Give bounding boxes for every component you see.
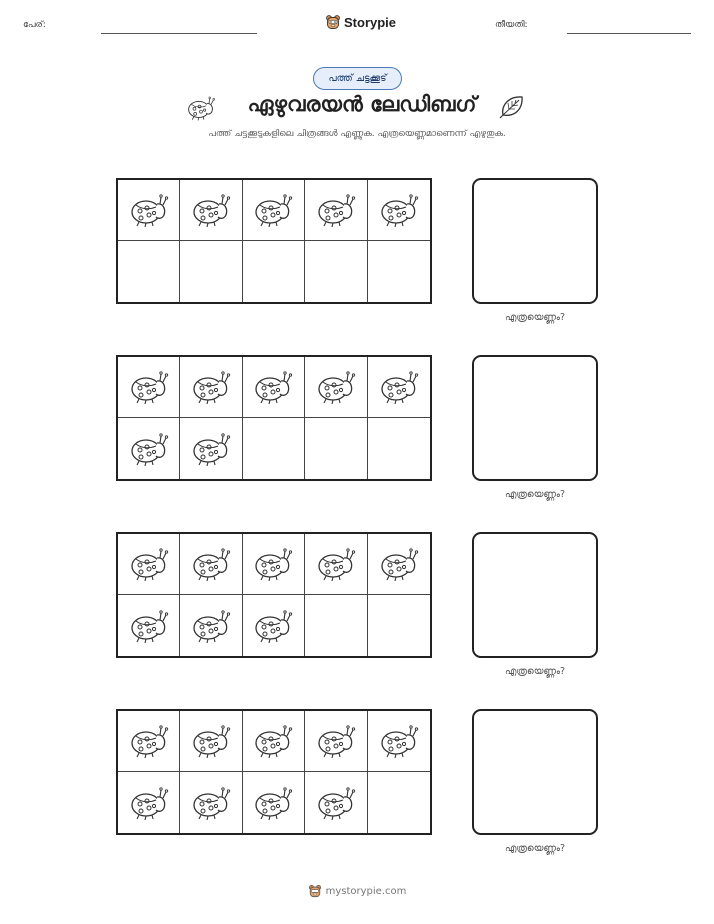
ten-frame-cell: [368, 418, 430, 479]
ten-frame-cell: [243, 418, 305, 479]
ten-frame-row-4: [0, 709, 714, 859]
answer-label: എത്രയെണ്ണം?: [504, 666, 566, 677]
title-row: [0, 92, 714, 122]
footer-url: mystorypie.com: [325, 885, 407, 897]
leaf-icon: [497, 93, 527, 121]
bear-logo-icon: [325, 14, 341, 30]
ladybug-icon: [185, 94, 217, 122]
ladybug-icon: [189, 784, 233, 822]
answer-box[interactable]: [472, 178, 598, 304]
ten-frame: [116, 355, 432, 481]
ladybug-icon: [377, 545, 421, 583]
ten-frame-cell: [305, 180, 367, 241]
ten-frame-cell: [243, 534, 305, 595]
ten-frame-cell: [243, 711, 305, 772]
ten-frame-cell: [180, 595, 242, 656]
ten-frame-cell: [180, 418, 242, 479]
ten-frame-cell: [368, 711, 430, 772]
ten-frame-cell: [180, 711, 242, 772]
footer: [0, 884, 714, 898]
answer-box[interactable]: [472, 709, 598, 835]
date-write-line: [567, 33, 691, 34]
ladybug-icon: [251, 607, 295, 645]
ladybug-icon: [127, 191, 171, 229]
ladybug-icon: [127, 607, 171, 645]
page-title: ഏഴുവരയൻ ലേഡിബഗ്: [247, 92, 477, 116]
ladybug-icon: [251, 722, 295, 760]
ten-frame-cell: [368, 357, 430, 418]
ten-frame-cell: [118, 595, 180, 656]
ten-frame-cell: [243, 595, 305, 656]
ladybug-icon: [189, 545, 233, 583]
ten-frame-cell: [243, 357, 305, 418]
ten-frame-cell: [305, 418, 367, 479]
ten-frame-cell: [368, 772, 430, 833]
ten-frame-cell: [305, 595, 367, 656]
ten-frame-cell: [305, 534, 367, 595]
ten-frame: [116, 178, 432, 304]
ladybug-icon: [377, 368, 421, 406]
ten-frame-row-2: [0, 355, 714, 505]
ten-frame-cell: [243, 241, 305, 302]
ladybug-icon: [314, 545, 358, 583]
answer-label: എത്രയെണ്ണം?: [504, 489, 566, 500]
ladybug-icon: [127, 368, 171, 406]
ladybug-icon: [314, 722, 358, 760]
ladybug-icon: [189, 430, 233, 468]
answer-label: എത്രയെണ്ണം?: [504, 843, 566, 854]
date-label: തീയതി:: [495, 20, 528, 30]
ladybug-icon: [251, 784, 295, 822]
ten-frame-cell: [118, 180, 180, 241]
answer-label: എത്രയെണ്ണം?: [504, 312, 566, 323]
ladybug-icon: [127, 545, 171, 583]
ladybug-icon: [251, 545, 295, 583]
ladybug-icon: [377, 191, 421, 229]
ten-frame-cell: [305, 357, 367, 418]
ten-frame-cell: [180, 180, 242, 241]
ten-frame-cell: [305, 772, 367, 833]
ladybug-icon: [314, 368, 358, 406]
ladybug-icon: [127, 784, 171, 822]
ten-frame-cell: [118, 418, 180, 479]
ten-frame-cell: [368, 241, 430, 302]
ladybug-icon: [251, 191, 295, 229]
ten-frame-cell: [305, 241, 367, 302]
ten-frame-cell: [243, 180, 305, 241]
ladybug-icon: [189, 722, 233, 760]
ladybug-icon: [314, 191, 358, 229]
ten-frame-cell: [180, 534, 242, 595]
answer-box[interactable]: [472, 355, 598, 481]
ten-frame-cell: [118, 711, 180, 772]
ten-frame-cell: [368, 595, 430, 656]
ten-frame-cell: [243, 772, 305, 833]
instructions: പത്ത് ചട്ടക്കൂടുകളിലെ ചിത്രങ്ങൾ എണ്ണുക. എത്രയെണ്ണമാണെന്ന് എഴുതുക.: [208, 129, 506, 139]
answer-box[interactable]: [472, 532, 598, 658]
ten-frame-row-1: [0, 178, 714, 328]
ten-frame-cell: [180, 241, 242, 302]
ladybug-icon: [377, 722, 421, 760]
worksheet-tag: പത്ത് ചട്ടക്കൂട്: [313, 67, 402, 90]
ten-frame-row-3: [0, 532, 714, 682]
ladybug-icon: [314, 784, 358, 822]
ten-frame-cell: [368, 534, 430, 595]
ladybug-icon: [189, 191, 233, 229]
ten-frame-cell: [118, 241, 180, 302]
ten-frame-cell: [180, 772, 242, 833]
bear-logo-icon: [308, 884, 322, 898]
ten-frame-cell: [118, 357, 180, 418]
ladybug-icon: [251, 368, 295, 406]
ten-frame-cell: [118, 772, 180, 833]
ten-frame-cell: [368, 180, 430, 241]
ten-frame: [116, 532, 432, 658]
brand-name: Storypie: [344, 14, 397, 30]
ten-frame-cell: [180, 357, 242, 418]
name-write-line: [101, 33, 257, 34]
ladybug-icon: [127, 722, 171, 760]
ten-frame-cell: [118, 534, 180, 595]
brand-logo: [325, 14, 396, 30]
ladybug-icon: [189, 607, 233, 645]
ladybug-icon: [189, 368, 233, 406]
worksheet-header: [0, 12, 714, 40]
ten-frame-cell: [305, 711, 367, 772]
ladybug-icon: [127, 430, 171, 468]
ten-frame: [116, 709, 432, 835]
name-label: പേര്:: [23, 20, 46, 30]
